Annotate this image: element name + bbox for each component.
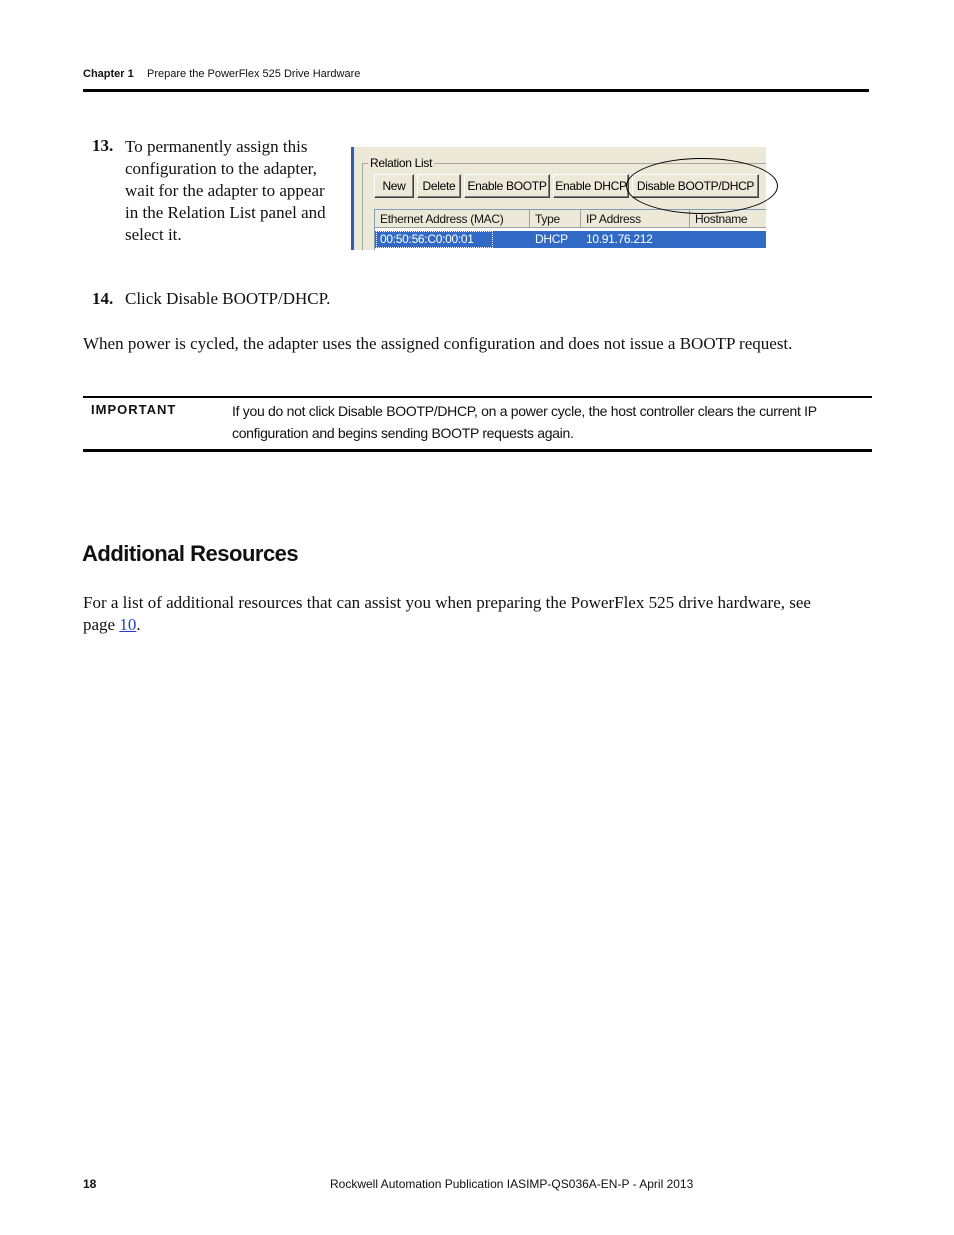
paragraph-text: For a list of additional resources that can assist you when preparing the PowerFlex 525 drive hardware, see page xyxy=(83,593,811,634)
cell-type: DHCP xyxy=(535,232,568,246)
running-header-title: Prepare the PowerFlex 525 Drive Hardware xyxy=(147,68,361,80)
enable-bootp-button[interactable]: Enable BOOTP xyxy=(464,174,550,198)
highlight-ellipse xyxy=(626,158,778,214)
section-title: Additional Resources xyxy=(82,541,299,566)
relation-list-view[interactable] xyxy=(374,209,766,250)
important-text: If you do not click Disable BOOTP/DHCP, on a power cycle, the host controller clears the current IP configuration and begins sending BOOTP requests again. xyxy=(232,403,817,441)
paragraph-end: . xyxy=(136,615,141,634)
important-top-rule xyxy=(83,396,872,398)
chapter-label: Chapter 1 xyxy=(83,68,134,80)
additional-resources-paragraph xyxy=(83,592,843,636)
important-label: IMPORTANT xyxy=(91,402,177,417)
column-header-ip[interactable]: IP Address xyxy=(581,210,690,228)
page-link[interactable]: 10 xyxy=(119,615,137,634)
step-13-number: 13. xyxy=(92,136,114,155)
header-rule xyxy=(83,89,869,92)
important-bottom-rule xyxy=(83,449,872,452)
page-number: 18 xyxy=(83,1177,97,1191)
window-edge xyxy=(351,147,354,250)
column-header-type[interactable]: Type xyxy=(530,210,581,228)
relation-list-label: Relation List xyxy=(370,156,433,170)
step-14-text: Click Disable BOOTP/DHCP. xyxy=(125,289,331,308)
cell-ip: 10.91.76.212 xyxy=(586,232,653,246)
power-cycle-paragraph: When power is cycled, the adapter uses the assigned configuration and does not issue a BOOTP request. xyxy=(83,334,793,353)
new-button[interactable]: New xyxy=(374,174,414,198)
delete-button[interactable]: Delete xyxy=(417,174,461,198)
enable-dhcp-button[interactable]: Enable DHCP xyxy=(553,174,629,198)
column-header-hostname[interactable]: Hostname xyxy=(690,210,766,228)
step-13-text: To permanently assign this configuration to the adapter, wait for the adapter to appear in the Relation List panel and select it. xyxy=(125,137,326,244)
column-header-mac[interactable]: Ethernet Address (MAC) xyxy=(375,210,530,228)
publication-info: Rockwell Automation Publication IASIMP-QS036A-EN-P - April 2013 xyxy=(330,1177,694,1191)
cell-mac: 00:50:56:C0:00:01 xyxy=(380,232,474,246)
disable-bootp-dhcp-button[interactable]: Disable BOOTP/DHCP xyxy=(632,174,759,198)
table-row[interactable] xyxy=(375,231,766,248)
step-14-number: 14. xyxy=(92,289,114,308)
